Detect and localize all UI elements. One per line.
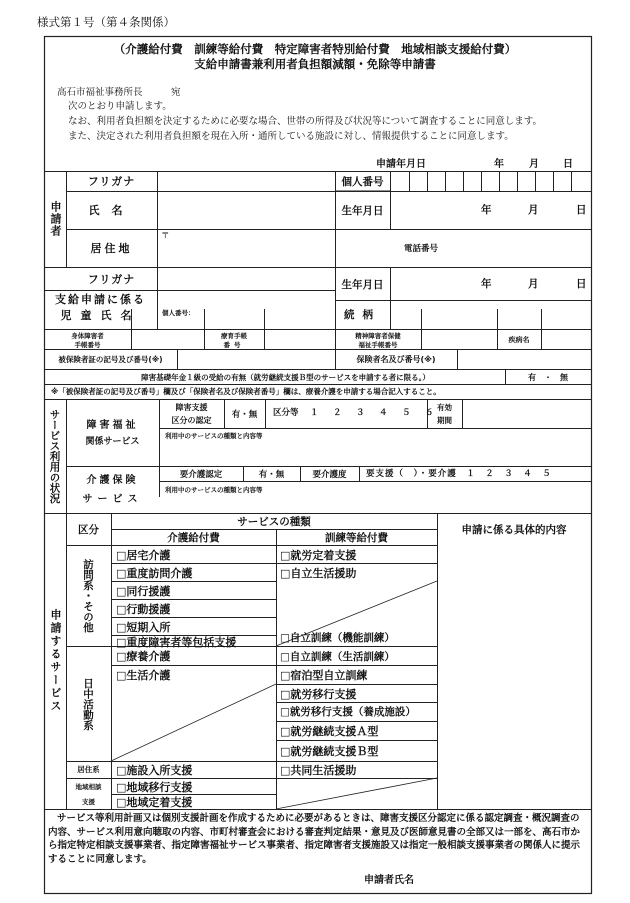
- applicant-address-label: 居住地: [90, 242, 133, 255]
- service-shisetsu-nyusho-shien: □施設入所支援: [116, 764, 193, 777]
- pension-question: 障害基礎年金１級の受給の有無（就労継続支援Ｂ型のサービスを申請する者に限る。）: [141, 372, 430, 382]
- service-ryouyou-kaigo: □療養介護: [116, 650, 171, 663]
- applicant-birthdate-label: 生年月日: [341, 204, 384, 217]
- service-seikatsu-kaigo: □生活介護: [116, 669, 171, 682]
- welfare-services-label-2: 関係サービス: [85, 436, 140, 447]
- service-doukou-engo: □同行援護: [116, 584, 171, 598]
- support-class-label-1: 障害支援: [175, 402, 208, 412]
- mental-handbook-label-1: 精神障害者保健: [355, 332, 401, 340]
- application-date-month: 月: [529, 159, 539, 170]
- form-title-line2: 支給申請書兼利用者負担額減額・免除等申請書: [194, 57, 436, 71]
- service-shurou-teichaku-shien: □就労定着支援: [280, 548, 357, 562]
- applicant-personal-number-label: 個人番号: [341, 175, 384, 188]
- intro-line1: 次のとおり申請します。: [68, 101, 172, 112]
- group-community-label-2: 支援: [82, 797, 95, 806]
- insured-card-number-label: 被保険者証の記号及び番号(※): [58, 355, 163, 364]
- insurance-note: ※「被保険者証の記号及び番号」欄及び「保険者名及び保険者番号」欄は、療養介護を申請する場合記入すること。: [51, 387, 441, 396]
- child-birth-day: 日: [576, 278, 587, 290]
- child-personal-number-label: 個人番号：: [162, 309, 195, 317]
- addressee: 高石市福祉事務所長 宛: [57, 87, 181, 98]
- care-benefit-header: 介護給付費: [167, 531, 220, 544]
- form-number: 様式第１号（第４条関係）: [37, 15, 175, 29]
- usage-section-label: サービス利用の状況: [48, 408, 61, 504]
- application-date-year: 年: [494, 159, 504, 170]
- training-benefit-header: 訓練等給付費: [325, 531, 388, 544]
- postal-mark: 〒: [161, 231, 170, 241]
- applicant-name-label: 氏名: [88, 204, 135, 217]
- group-community-label-1: 地域相談: [75, 782, 102, 791]
- kubun-header: 区分: [78, 523, 99, 536]
- physical-handbook-label-1: 身体障害者: [71, 332, 104, 340]
- care-certification-yes-no: 有・無: [258, 470, 285, 480]
- intro-line2: なお、利用者負担額を決定するために必要な場合、世帯の所得及び状況等について調査することに同意します。: [68, 116, 543, 127]
- child-label-line1: 支給申請に係る: [55, 293, 146, 306]
- form-title-line1: （介護給付費 訓練等給付費 特定障害者特別給付費 地域相談支援給付費）: [113, 42, 517, 56]
- care-certification-label: 要介護認定: [179, 470, 223, 480]
- pension-options: 有 ・ 無: [528, 372, 568, 382]
- service-juudo-houkatsu-shien: □重度障害者等包括支援: [116, 636, 237, 649]
- service-type-header: サービスの種類: [237, 515, 311, 528]
- service-kyoudou-seikatsu-enjo: □共同生活援助: [280, 764, 357, 777]
- child-birth-month: 月: [528, 278, 539, 290]
- applicant-birth-year: 年: [481, 204, 492, 216]
- child-label-line2: 児童氏名: [60, 309, 141, 322]
- insurer-name-label: 保険者名及び番号(※): [356, 355, 436, 364]
- group-visit-label: 訪問系・その他: [82, 559, 94, 633]
- rehab-handbook-label-1: 療育手帳: [221, 332, 247, 340]
- child-furigana-label: フリガナ: [87, 273, 136, 286]
- service-kyotaku-kaigo: □居宅介護: [116, 548, 171, 562]
- service-chiiki-teichaku-shien: □地域定着支援: [116, 796, 193, 809]
- rehab-handbook-label-2: 番号: [223, 341, 245, 349]
- welfare-current-services-label: 利用中のサービスの種類と内容等: [165, 432, 263, 440]
- signature-label: 申請者氏名: [364, 875, 414, 886]
- child-birthdate-label: 生年月日: [341, 278, 384, 291]
- request-detail-header: 申請に係る具体的内容: [461, 523, 567, 536]
- service-jiritsu-kunren-kinou: □自立訓練（機能訓練）: [280, 631, 395, 644]
- mental-handbook-label-2: 福祉手帳番号: [358, 341, 398, 349]
- group-day-activity-label: 日中活動系: [82, 677, 94, 731]
- support-class-kubun-label: 区分等: [273, 408, 299, 418]
- service-shurou-keizoku-a: □就労継続支援Ａ型: [280, 725, 379, 738]
- disease-name-label: 疾病名: [508, 336, 530, 344]
- service-shurou-keizoku-b: □就労継続支援Ｂ型: [280, 745, 379, 758]
- services-section-label: 申請するサービス: [49, 609, 62, 713]
- child-birth-year: 年: [481, 278, 492, 290]
- application-date-label: 申請年月日: [376, 159, 426, 170]
- welfare-services-label-1: 障害福祉: [86, 419, 139, 431]
- applicant-furigana-label: フリガナ: [87, 175, 136, 188]
- valid-period-label-2: 期間: [437, 415, 452, 425]
- service-shukuhakugata-jiritsu-kunren: □宿泊型自立訓練: [280, 669, 368, 682]
- service-jiritsu-seikatsu-enjo: □自立生活援助: [280, 566, 357, 580]
- support-class-label-2: 区分の認定: [171, 415, 212, 425]
- care-current-services-label: 利用中のサービスの種類と内容等: [165, 486, 263, 494]
- service-koudou-engo: □行動援護: [116, 602, 171, 616]
- service-chiiki-ikou-shien: □地域移行支援: [116, 780, 193, 794]
- application-date-day: 日: [563, 159, 573, 170]
- applicant-birth-day: 日: [576, 204, 587, 216]
- consent-paragraph: サービス等利用計画又は個別支援計画を作成するために必要があるときは、障害支援区分認定に係る認定調査・概況調査の内容、サービス利用意向聴取の内容、市町村審査会における審査判定結果・意見及び医師意見書の全部又は一部を、高石市から指定特定相談支援事業者、指定障害福祉サービス事業者、指定障害者支援施設又は指定一般相談支援事業者の関係人に提示することに同意します。: [48, 813, 581, 865]
- care-level-label: 要介護度: [312, 470, 347, 480]
- service-tanki-nyusho: □短期入所: [116, 620, 171, 634]
- group-residence-label: 居住系: [77, 765, 100, 774]
- care-insurance-label-2: サービス: [82, 493, 143, 505]
- applicant-birth-month: 月: [528, 204, 539, 216]
- intro-line3: また、決定された利用者負担額を現在入所・通所している施設に対し、情報提供することに同意します。: [68, 131, 514, 142]
- service-jiritsu-kunren-seikatsu: □自立訓練（生活訓練）: [280, 650, 395, 663]
- care-level-values: 要支援（ ）・要介護 １ ２ ３ ４ ５: [366, 469, 552, 479]
- service-shurou-ikou-shien-yousei: □就労移行支援（養成施設）: [280, 706, 416, 718]
- applicant-section-label: 申請者: [49, 201, 62, 237]
- physical-handbook-label-2: 手帳番号: [74, 341, 101, 349]
- valid-period-label-1: 有効: [437, 402, 452, 412]
- phone-number-label: 電話番号: [404, 244, 439, 254]
- care-insurance-label-1: 介護保険: [86, 474, 139, 486]
- service-juudo-houmon-kaigo: □重度訪問介護: [116, 566, 193, 580]
- service-shurou-ikou-shien: □就労移行支援: [280, 687, 357, 701]
- support-class-values: １ ２ ３ ４ ５ ６: [310, 408, 437, 418]
- child-relation-label: 続柄: [344, 309, 381, 321]
- support-class-yes-no: 有・無: [231, 409, 258, 420]
